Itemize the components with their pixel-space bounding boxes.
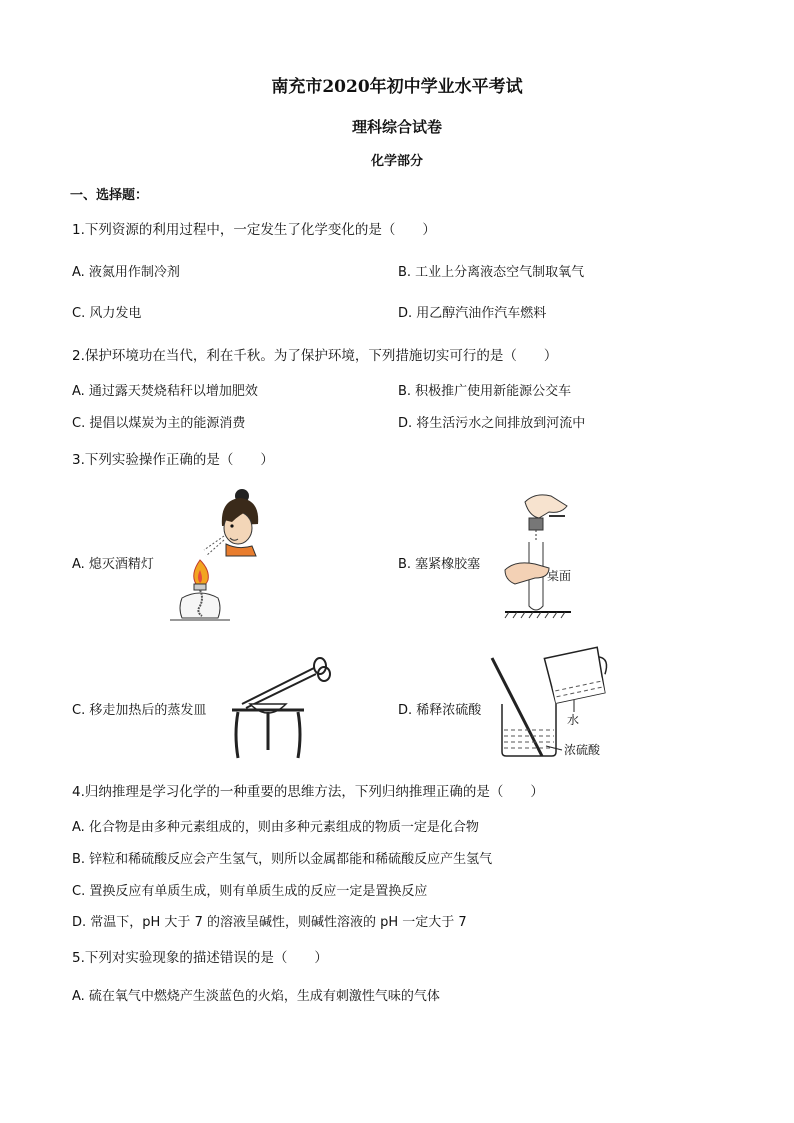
paper-subtitle: 理科综合试卷 bbox=[351, 118, 442, 136]
desk-label: 桌面 bbox=[547, 569, 572, 583]
part-title: 化学部分 bbox=[370, 154, 423, 169]
q2-option-b[interactable]: B. 积极推广使用新能源公交车 bbox=[398, 384, 572, 399]
figure-dilute-acid bbox=[490, 642, 630, 762]
question-1-stem: 1.下列资源的利用过程中，一定发生了化学变化的是（ ） bbox=[72, 222, 436, 238]
q4-option-b[interactable]: B. 锌粒和稀硫酸反应会产生氢气，则所以金属都能和稀硫酸反应产生氢气 bbox=[72, 852, 493, 867]
q2-option-c[interactable]: C. 提倡以煤炭为主的能源消费 bbox=[72, 416, 246, 431]
q3-option-c[interactable]: C. 移走加热后的蒸发皿 bbox=[72, 703, 207, 718]
question-3-stem: 3.下列实验操作正确的是（ ） bbox=[72, 452, 274, 468]
question-2-stem: 2.保护环境功在当代，利在千秋。为了保护环境，下列措施切实可行的是（ ） bbox=[72, 348, 558, 364]
q3-option-d[interactable]: D. 稀释浓硫酸 bbox=[398, 703, 482, 718]
q3-option-a[interactable]: A. 熄灭酒精灯 bbox=[72, 557, 154, 572]
q4-option-c[interactable]: C. 置换反应有单质生成，则有单质生成的反应一定是置换反应 bbox=[72, 884, 428, 899]
q1-option-d[interactable]: D. 用乙醇汽油作汽车燃料 bbox=[398, 306, 547, 321]
exam-title: 南充市2020年初中学业水平考试 bbox=[271, 77, 523, 97]
acid-label: 浓硫酸 bbox=[564, 743, 601, 757]
q5-option-a[interactable]: A. 硫在氧气中燃烧产生淡蓝色的火焰，生成有刺激性气味的气体 bbox=[72, 989, 440, 1004]
figure-evaporating-dish bbox=[228, 654, 338, 762]
q3-option-b[interactable]: B. 塞紧橡胶塞 bbox=[398, 557, 481, 572]
question-4-stem: 4.归纳推理是学习化学的一种重要的思维方法，下列归纳推理正确的是（ ） bbox=[72, 784, 544, 800]
q2-option-d[interactable]: D. 将生活污水之间排放到河流中 bbox=[398, 416, 586, 431]
q2-option-a[interactable]: A. 通过露天焚烧秸秆以增加肥效 bbox=[72, 384, 258, 399]
q4-option-a[interactable]: A. 化合物是由多种元素组成的，则由多种元素组成的物质一定是化合物 bbox=[72, 820, 479, 835]
water-label: 水 bbox=[567, 713, 580, 727]
q1-option-c[interactable]: C. 风力发电 bbox=[72, 306, 142, 321]
q4-option-d[interactable]: D. 常温下，pH 大于 7 的溶液呈碱性，则碱性溶液的 pH 一定大于 7 bbox=[72, 915, 467, 930]
figure-extinguish-lamp bbox=[160, 486, 260, 626]
figure-insert-stopper bbox=[505, 488, 605, 623]
section-heading: 一、选择题： bbox=[70, 188, 149, 203]
q1-option-a[interactable]: A. 液氮用作制冷剂 bbox=[72, 265, 180, 280]
q1-option-b[interactable]: B. 工业上分离液态空气制取氧气 bbox=[398, 265, 585, 280]
question-5-stem: 5.下列对实验现象的描述错误的是（ ） bbox=[72, 950, 328, 966]
